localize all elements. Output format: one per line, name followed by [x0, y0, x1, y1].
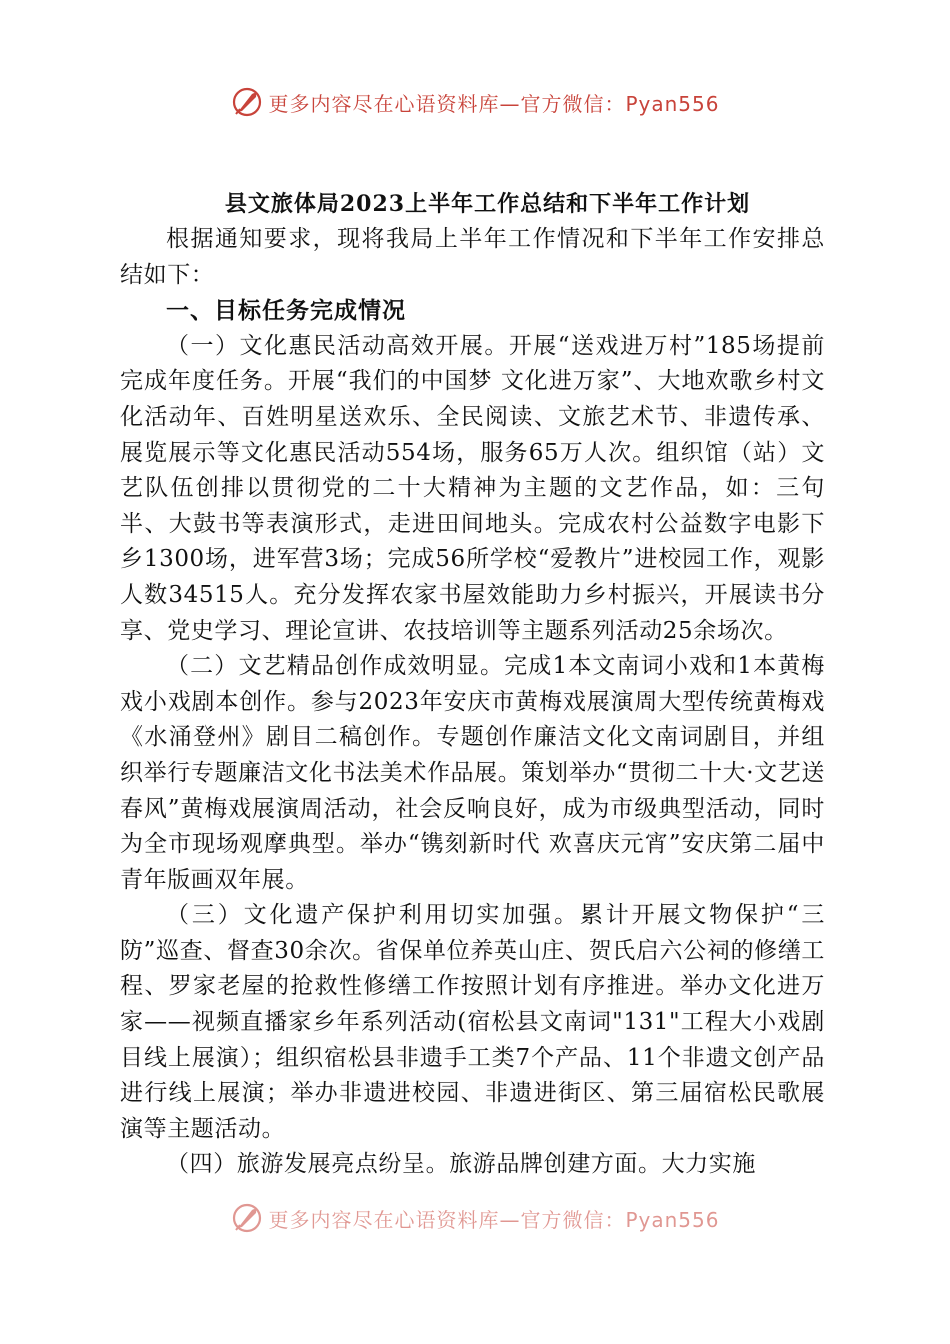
paragraph-tourism: （四）旅游发展亮点纷呈。旅游品牌创建方面。大力实施 — [166, 1151, 756, 1178]
paragraph-art-creation: （二）文艺精品创作成效明显。完成1本文南词小戏和1本黄梅戏小戏剧本创作。参与2023年安庆市黄梅戏展演周大型传统黄梅戏《水涌登州》剧目二稿创作。专题创作廉洁文化文南词剧目，并组织举行专题廉洁文化书法美术作品展。策划举办“贯彻二十大·文艺送春风”黄梅戏展演周活动，社会反响良好，成为市级典型活动，同时为全市现场观摩典型。举办“镌刻新时代 欢喜庆元宵”安庆第二届中青年版画双年展。 — [120, 653, 825, 893]
intro-paragraph: 根据通知要求，现将我局上半年工作情况和下半年工作安排总结如下： — [120, 226, 825, 288]
document-title: 县文旅体局2023上半年工作总结和下半年工作计划 — [224, 191, 751, 217]
quill-logo-icon — [230, 85, 264, 119]
watermark-footer — [0, 1198, 950, 1238]
paragraph-culture-benefit: （一）文化惠民活动高效开展。开展“送戏进万村”185场提前完成年度任务。开展“我们的中国梦 文化进万家”、大地欢歌乡村文化活动年、百姓明星送欢乐、全民阅读、文旅艺术节、非遗传承、展览展示等文化惠民活动554场，服务65万人次。组织馆（站）文艺队伍创排以贯彻党的二十大精神为主题的文艺作品，如：三句半、大鼓书等表演形式，走进田间地头。完成农村公益数字电影下乡1300场，进军营3场；完成56所学校“爱教片”进校园工作，观影人数34515人。充分发挥农家书屋效能助力乡村振兴，开展读书分享、党史学习、理论宣讲、农技培训等主题系列活动25余场次。 — [120, 332, 825, 644]
quill-logo-icon — [230, 1201, 264, 1235]
section-heading: 一、目标任务完成情况 — [166, 297, 406, 325]
watermark-text: 更多内容尽在心语资料库—官方微信：Pyan556 — [268, 1207, 720, 1232]
watermark-header — [0, 82, 950, 122]
watermark-text: 更多内容尽在心语资料库—官方微信：Pyan556 — [268, 91, 720, 116]
paragraph-heritage: （三）文化遗产保护利用切实加强。累计开展文物保护“三防”巡查、督查30余次。省保单位养英山庄、贺氏启六公祠的修缮工程、罗家老屋的抢救性修缮工作按照计划有序推进。举办文化进万家——视频直播家乡年系列活动(宿松县文南词"131"工程大小戏剧目线上展演）；组织宿松县非遗手工类7个产品、11个非遗文创产品进行线上展演；举办非遗进校园、非遗进街区、第三届宿松民歌展演等主题活动。 — [120, 902, 825, 1142]
document-body — [120, 186, 825, 1183]
